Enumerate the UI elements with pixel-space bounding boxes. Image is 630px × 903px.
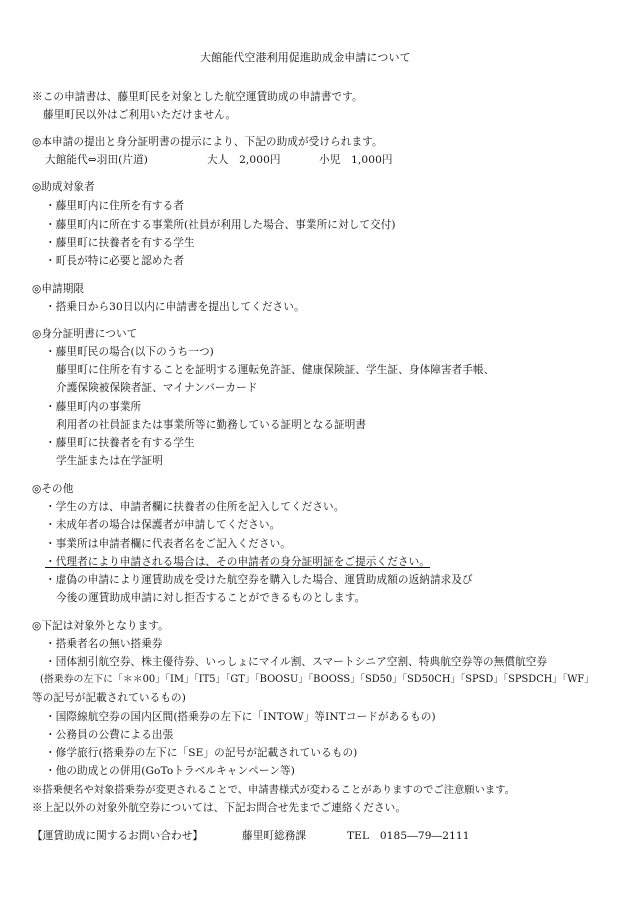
id-docs-line: ・藤里町民の場合(以下のうち一つ) bbox=[45, 346, 214, 358]
other-line: 今後の運賃助成申請に対し拒否することができるものとします。 bbox=[56, 592, 366, 604]
excluded-line: ・公務員の公費による出張 bbox=[45, 729, 174, 741]
eligible-item: ・藤里町内に所在する事業所(社員が利用した場合、事業所に対して交付) bbox=[45, 219, 396, 231]
excluded-line: ・修学旅行(搭乗券の左下に「SE」の記号が記載されているもの) bbox=[45, 747, 358, 759]
period-heading: ◎申請期限 bbox=[32, 283, 85, 295]
excluded-line: 等の記号が記載されているもの) bbox=[32, 692, 186, 704]
fare-child: 小児 1,000円 bbox=[319, 154, 393, 166]
intro-line: ◎本申請の提出と身分証明書の提示により、下記の助成が受けられます。 bbox=[32, 136, 383, 148]
other-line: ・虚偽の申請により運賃助成を受けた航空券を購入した場合、運賃助成額の返納請求及び bbox=[45, 574, 473, 586]
id-docs-line: 藤里町に住所を有することを証明する運転免許証、健康保険証、学生証、身体障害者手帳、 bbox=[56, 364, 495, 376]
note-line: ※搭乗便名や対象搭乗券が変更されることで、申請書様式が変わることがありますのでご注意願います。 bbox=[32, 784, 515, 796]
fare-route: 大館能代⇔羽田(片道) bbox=[45, 154, 148, 166]
notice-line-1: ※この申請書は、藤里町民を対象とした航空運賃助成の申請書です。 bbox=[32, 91, 363, 103]
contact-department: 藤里町総務課 bbox=[242, 830, 307, 842]
excluded-line: ・団体割引航空券、株主優待券、いっしょにマイル割、スマートシニア空割、特典航空券等の無償航空券 bbox=[45, 656, 548, 668]
excluded-line: ・他の助成との併用(GoToトラベルキャンペーン等) bbox=[45, 765, 295, 777]
document-title: 大館能代空港利用促進助成金申請について bbox=[200, 51, 411, 64]
eligible-heading: ◎助成対象者 bbox=[32, 181, 95, 193]
notice-line-2: 藤里町民以外はご利用いただけません。 bbox=[43, 109, 237, 121]
proxy-notice-underlined: ・代理者により申請される場合は、その申請者の身分証明証をご提示ください。 bbox=[45, 556, 430, 568]
excluded-line: ・国際線航空券の国内区間(搭乗券の左下に「INTOW」等INTコードがあるもの) bbox=[45, 711, 436, 723]
contact-phone: TEL 0185―79―2111 bbox=[347, 830, 470, 842]
excluded-line: ・搭乗者名の無い搭乗券 bbox=[45, 638, 163, 650]
excluded-heading: ◎下記は対象外となります。 bbox=[32, 620, 169, 632]
contact-label: 【運賃助成に関するお問い合わせ】 bbox=[32, 830, 204, 842]
id-docs-line: 介護保険被保険者証、マイナンバーカード bbox=[56, 382, 258, 394]
other-line: ・未成年者の場合は保護者が申請してください。 bbox=[45, 519, 281, 531]
eligible-item: ・藤里町内に住所を有する者 bbox=[45, 200, 185, 212]
period-item: ・搭乗日から30日以内に申請書を提出してください。 bbox=[45, 301, 305, 313]
fare-adult: 大人 2,000円 bbox=[207, 154, 281, 166]
other-heading: ◎その他 bbox=[32, 483, 74, 495]
note-line: ※上記以外の対象外航空券については、下記お問合せ先までご連絡ください。 bbox=[32, 802, 407, 814]
id-docs-line: ・藤里町に扶養者を有する学生 bbox=[45, 437, 195, 449]
other-line: ・事業所は申請者欄に代表者名をご記入ください。 bbox=[45, 538, 291, 550]
id-docs-line: 利用者の社員証または事業所等に勤務している証明となる証明書 bbox=[56, 419, 367, 431]
id-docs-line: 学生証または在学証明 bbox=[56, 455, 163, 467]
eligible-item: ・町長が特に必要と認めた者 bbox=[45, 255, 185, 267]
id-docs-heading: ◎身分証明書について bbox=[32, 328, 138, 340]
eligible-item: ・藤里町に扶養者を有する学生 bbox=[45, 237, 195, 249]
excluded-line: (搭乗券の左下に「＊＊00」「IM」「IT5」「GT」「BOOSU」「BOOSS」「SD50」「SD50CH」「SPSD」「SPSDCH」「WF」 bbox=[40, 674, 595, 685]
other-line: ・学生の方は、申請者欄に扶養者の住所を記入してください。 bbox=[45, 501, 345, 513]
id-docs-line: ・藤里町内の事業所 bbox=[45, 401, 142, 413]
